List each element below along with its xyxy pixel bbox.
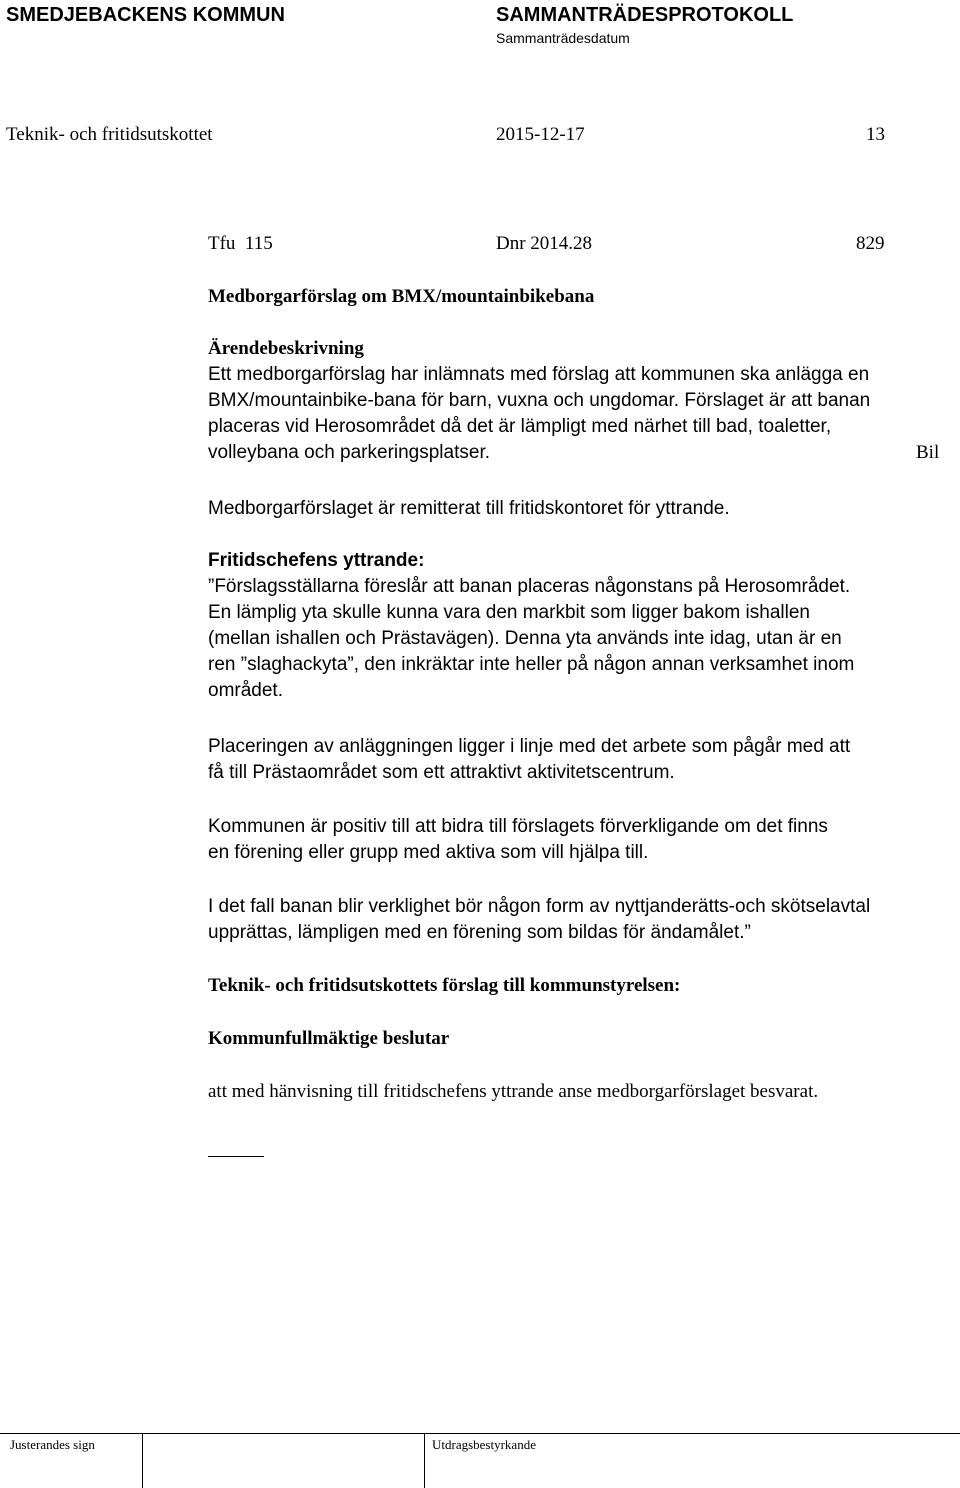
statement-heading: Fritidschefens yttrande: bbox=[208, 550, 425, 571]
document-type: SAMMANTRÄDESPROTOKOLL bbox=[496, 4, 794, 26]
decision-text: att med hänvisning till fritidschefens yttrande anse medborgarförslaget besvarat. bbox=[208, 1081, 819, 1102]
utdragsbestyrkande-label: Utdragsbestyrkande bbox=[432, 1437, 536, 1452]
footer-rule bbox=[0, 1433, 960, 1434]
date-label: Sammanträdesdatum bbox=[496, 30, 630, 46]
statement-line: en förening eller grupp med aktiva som vill hjälpa till. bbox=[208, 842, 649, 863]
decision-heading: Kommunfullmäktige beslutar bbox=[208, 1028, 450, 1049]
statement-line: I det fall banan blir verklighet bör någon form av nyttjanderätts-och skötselavtal bbox=[208, 896, 871, 917]
meeting-date: 2015-12-17 bbox=[496, 124, 585, 145]
proposal-heading: Teknik- och fritidsutskottets förslag till kommunstyrelsen: bbox=[208, 975, 681, 996]
statement-line: upprättas, lämpligen med en förening som bildas för ändamålet.” bbox=[208, 922, 751, 943]
remitted-text: Medborgarförslaget är remitterat till fritidskontoret för yttrande. bbox=[208, 498, 730, 519]
case-title: Medborgarförslag om BMX/mountainbikebana bbox=[208, 286, 595, 307]
footer-divider-right bbox=[424, 1433, 425, 1488]
description-line: BMX/mountainbike-bana för barn, vuxna och ungdomar. Förslaget är att banan bbox=[208, 390, 871, 411]
description-heading: Ärendebeskrivning bbox=[208, 338, 364, 359]
statement-line: få till Prästaområdet som ett attraktivt aktivitetscentrum. bbox=[208, 762, 675, 783]
statement-line: ”Förslagsställarna föreslår att banan placeras någonstans på Herosområdet. bbox=[208, 576, 851, 597]
footer-divider-left bbox=[142, 1433, 143, 1488]
statement-line: Placeringen av anläggningen ligger i linje med det arbete som pågår med att bbox=[208, 736, 851, 757]
committee-name: Teknik- och fritidsutskottet bbox=[6, 124, 213, 145]
statement-paragraph-2 bbox=[208, 734, 850, 786]
dnr-number: 829 bbox=[856, 233, 885, 254]
statement-line: Kommunen är positiv till att bidra till förslagets förverkligande om det finns bbox=[208, 816, 828, 837]
statement-paragraph-3 bbox=[208, 814, 828, 866]
statement-line: En lämplig yta skulle kunna vara den markbit som ligger bakom ishallen bbox=[208, 602, 810, 623]
statement-line: ren ”slaghackyta”, den inkräktar inte heller på någon annan verksamhet inom bbox=[208, 654, 855, 675]
description-line: placeras vid Herosområdet då det är lämpligt med närhet till bad, toaletter, bbox=[208, 416, 832, 437]
page-number: 13 bbox=[866, 124, 885, 145]
dnr: Dnr 2014.28 bbox=[496, 233, 593, 254]
municipality-name: SMEDJEBACKENS KOMMUN bbox=[6, 4, 285, 26]
statement-line: (mellan ishallen och Prästavägen). Denna yta används inte idag, utan är en bbox=[208, 628, 842, 649]
tfu-number: Tfu 115 bbox=[208, 233, 273, 254]
statement-section bbox=[208, 548, 854, 704]
description-line: volleybana och parkeringsplatser. bbox=[208, 442, 491, 463]
description-section bbox=[208, 336, 870, 466]
statement-line: området. bbox=[208, 680, 283, 701]
separator-line bbox=[208, 1156, 264, 1157]
statement-paragraph-4 bbox=[208, 894, 870, 946]
justerandes-sign-label: Justerandes sign bbox=[10, 1437, 95, 1452]
margin-note: Bil bbox=[916, 442, 940, 463]
description-line: Ett medborgarförslag har inlämnats med förslag att kommunen ska anlägga en bbox=[208, 364, 870, 385]
